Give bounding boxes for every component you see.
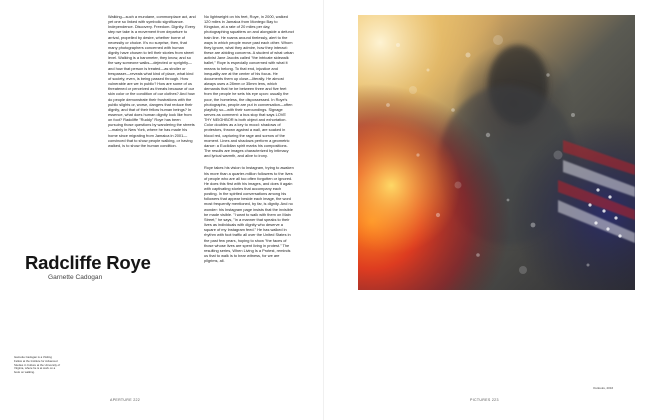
photo-caption: Outlooks, 2016 — [593, 386, 614, 390]
body-paragraph: No lightweight on his feet, Roye, in 2000, walked 120 miles in Jamaica from Montego Bay to Kingston, at a rate of 20 miles per day, photographing squatters on and alongside a defunct train line. He roams around tirelessly, alert to the ways in which people move past each other. Whom they ignore, what they admire, how they interact: these are abiding concerns. A student of what urban activist Jane Jacobs called "the intricate sidewalk ballet," Roye is especially concerned with what it means to belong. To that end, injustice and inequality are at the center of his focus. He documents them up close—literally. He almost always uses a 28mm or 35mm lens, which demands that he be between three and five feet from the people he sets his eye upon: usually the poor, the homeless, the dispossessed. In Roye's photographs, people are put in conversation—often playfully so—with their surroundings. Signage serves as comment: a bus stop that says LOVE THY NEIGHBOR is both object and exhortation. Color doubles as a key to mood: shadows of protestors, thrown against a wall, are soaked in blood red, capturing the rage and sorrow of the moment. Lines and shadows perform a geometric dance: a Euclidian spirit marks his compositions. The results are images characterized by intimacy and lyrical warmth, and alive to irony. — [204, 14, 294, 159]
article-title: Radcliffe Roye — [25, 252, 151, 273]
article-column-1 — [108, 14, 196, 204]
feature-photograph — [358, 15, 635, 290]
photograph-art — [358, 15, 635, 290]
folio-right: PICTURES 223 — [470, 398, 499, 402]
body-paragraph: Walking—such a mundane, commonplace act, and yet one so linked with symbolic significance. Independence. Discovery. Freedom. Dignity. Every step we take is a movement from departure to arrival, propelled by desire, whether borne of necessity or choice. It's no surprise, then, that many photographers concerned with human dignity have chosen to tell their stories from street level. Walking is a barometer, they know, and so the way someone walks—dejected or sprightly—and how that person is treated—as stroller or trespasser—reveals what kind of place, what kind of society, even, is being passed through. How vulnerable are we in public? How are some of us threatened or perceived as threats because of our skin color or the condition of our clothes? And how do people demonstrate their frustrations with the public slights or, worse, dangers that reduce their dignity, and that of their fellow human beings? In essence, what does human dignity look like from on foot? Radcliffe "Ruddy" Roye has been pursuing those questions by wandering the streets—mainly in New York, where he has made his home since migrating from Jamaica in 2001—convinced that to show people walking, or having walked, is to show the human condition. — [108, 14, 196, 148]
folio-left: APERTURE 222 — [110, 398, 141, 402]
body-paragraph: Roye takes his vision to Instagram, trying to awaken his more than a quarter-million followers to the lives of people who are all too often forgotten or ignored. He does this first with his images, and does it again with captivating stories that accompany each posting. In the spirited conversations among his followers that appear beside each image, the word most frequently mentioned, by far, is dignity. And no wonder: his Instagram page insists that the invisible be made visible. "I want to walk with them on Main Street," he says, "in a manner that speaks to their lives as individuals with dignity who deserve a square of my Instagram feed." He has walked in rhythm with foot traffic all over the United States in the past few years, hoping to show "the faces of those whose lives are spent living in protest." The resulting series, When Living Is a Protest, reminds us that to walk is to bear witness, for we are pilgrims, all. — [204, 165, 294, 264]
article-column-2 — [204, 14, 294, 354]
author-bio: Garnette Cadogan is a Visiting Fellow at the Institute for Advanced Studies in Culture at the University of Virginia, where he is at work on a book on walking. — [14, 355, 61, 375]
author-byline: Garnette Cadogan — [48, 274, 103, 281]
